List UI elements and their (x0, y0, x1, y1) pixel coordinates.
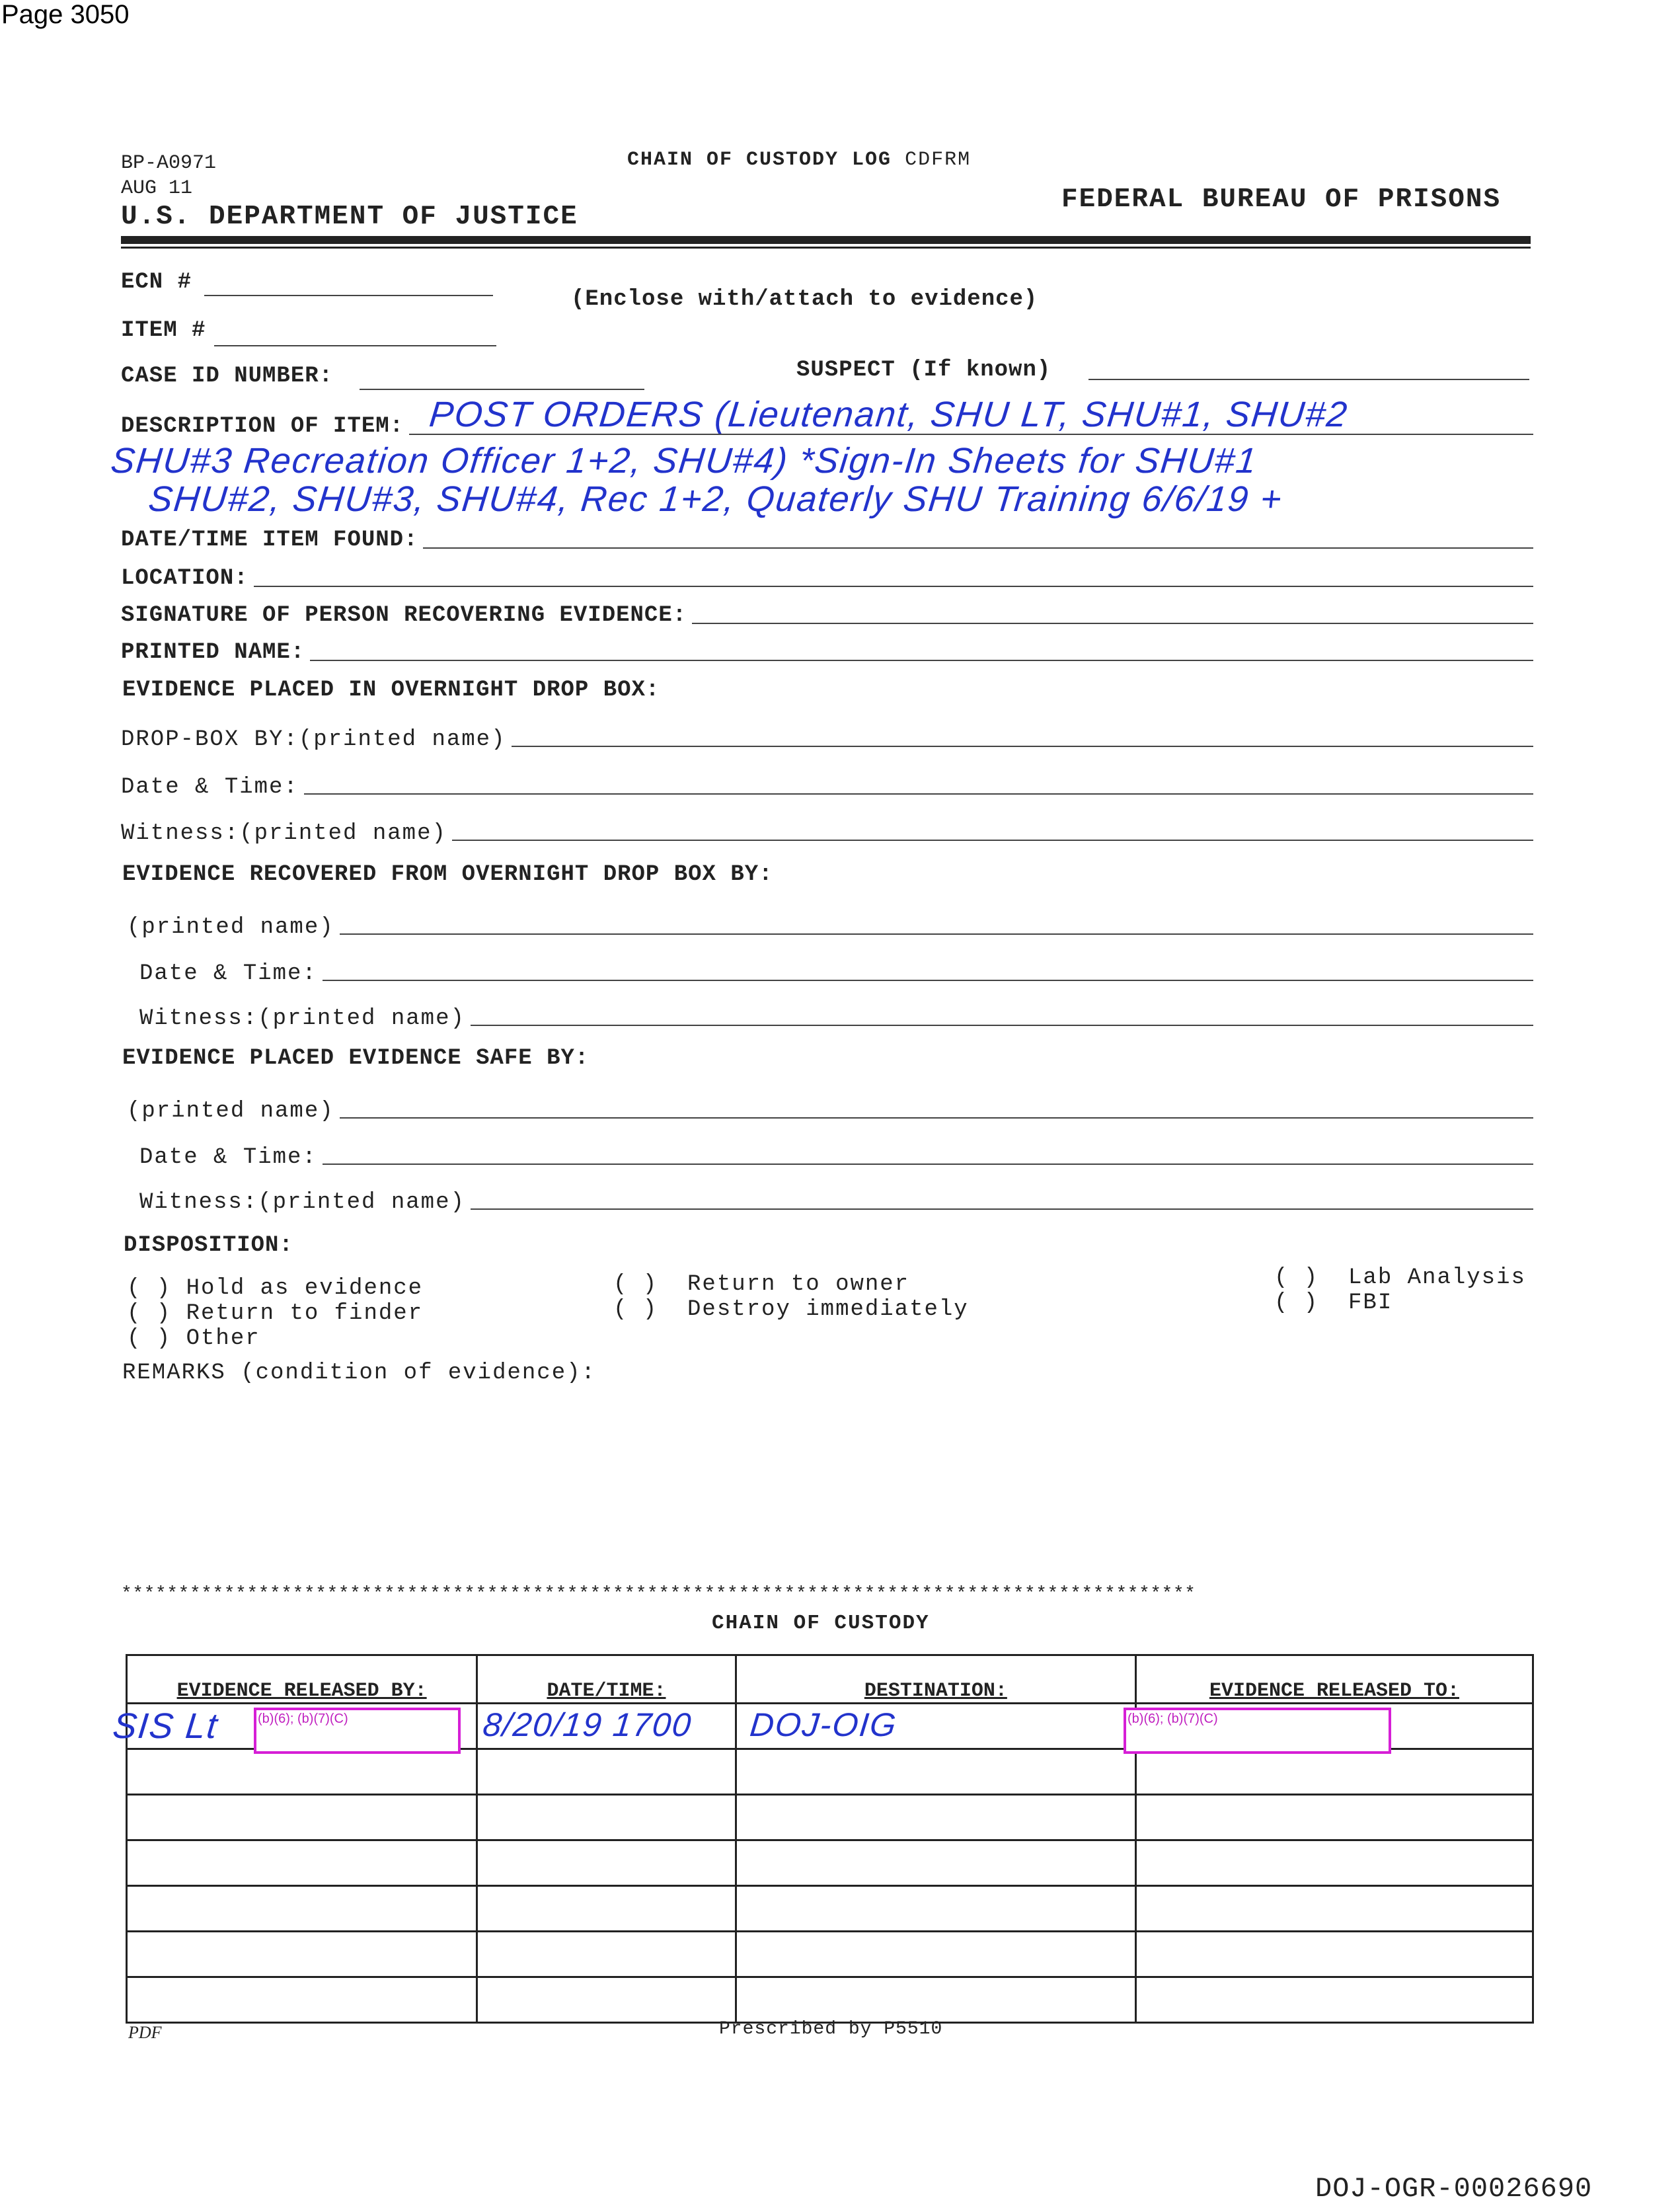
cell-destination[interactable] (736, 1704, 1135, 1749)
safe-date-line[interactable] (323, 1164, 1533, 1165)
suspect-label: SUSPECT (If known) (796, 358, 1051, 383)
table-header-row (127, 1655, 1533, 1704)
cell[interactable] (736, 1886, 1135, 1932)
recovered-date-line[interactable] (323, 980, 1533, 981)
cell[interactable] (477, 1749, 736, 1795)
header-date-time (477, 1655, 736, 1704)
cell[interactable] (1135, 1977, 1533, 2023)
option-label: Return to owner (687, 1272, 910, 1297)
option-label: Hold as evidence (186, 1276, 424, 1301)
table-row (127, 1932, 1533, 1977)
table-row (127, 1749, 1533, 1795)
header-rule (121, 236, 1531, 244)
checkbox[interactable]: ( ) (613, 1272, 658, 1297)
drop-box-by-field (121, 721, 1533, 751)
option-label: Return to finder (186, 1301, 424, 1326)
safe-witness-label: Witness:(printed name) (139, 1190, 465, 1215)
drop-box-date-field (121, 768, 1533, 799)
form-title (627, 150, 971, 170)
form-date: AUG 11 (121, 177, 193, 200)
checkbox[interactable]: ( ) (1274, 1265, 1319, 1290)
printed-name-label: PRINTED NAME: (121, 640, 305, 665)
safe-date-label: Date & Time: (139, 1145, 317, 1170)
drop-box-witness-label: Witness:(printed name) (121, 821, 447, 846)
cell[interactable] (477, 1795, 736, 1840)
safe-name-field (127, 1092, 1533, 1123)
option-lab[interactable] (1274, 1267, 1526, 1289)
cell[interactable] (1135, 1886, 1533, 1932)
cell[interactable] (477, 1886, 736, 1932)
cell[interactable] (477, 1932, 736, 1977)
star-divider: ********************************************************************************************** (121, 1584, 1196, 1604)
cell[interactable] (736, 1840, 1135, 1886)
table-row (127, 1795, 1533, 1840)
printed-name-line[interactable] (310, 660, 1533, 661)
header-released-by (127, 1655, 477, 1704)
case-id-line[interactable] (360, 389, 644, 390)
safe-name-label: (printed name) (127, 1099, 334, 1124)
case-id-label: CASE ID NUMBER: (121, 364, 334, 389)
cell[interactable] (1135, 1840, 1533, 1886)
description-handwriting-2: SHU#3 Recreation Officer 1+2, SHU#4) *Sign-In Sheets for SHU#1 (108, 441, 1260, 481)
bates-number: DOJ-OGR-00026690 (1315, 2173, 1593, 2205)
header-label: EVIDENCE RELEASED TO: (1209, 1680, 1459, 1702)
checkbox[interactable]: ( ) (127, 1276, 172, 1301)
location-field (121, 561, 1533, 591)
cell[interactable] (127, 1886, 477, 1932)
cell[interactable] (127, 1749, 477, 1795)
cell[interactable] (477, 1840, 736, 1886)
checkbox[interactable]: ( ) (127, 1301, 172, 1326)
recovered-witness-label: Witness:(printed name) (139, 1006, 465, 1031)
location-line[interactable] (254, 586, 1533, 587)
cell[interactable] (477, 1977, 736, 2023)
printed-name-field (121, 635, 1533, 665)
remarks-label: REMARKS (condition of evidence): (122, 1361, 596, 1386)
bureau-name: FEDERAL BUREAU OF PRISONS (1061, 184, 1502, 215)
header-destination (736, 1655, 1135, 1704)
description-handwriting-1: POST ORDERS (Lieutenant, SHU LT, SHU#1, SHU#2 (427, 395, 1350, 434)
recovered-name-field (127, 908, 1533, 939)
safe-date-field (139, 1138, 1533, 1169)
prescribed-label: Prescribed by P5510 (719, 2019, 943, 2039)
option-return-owner[interactable] (613, 1273, 909, 1296)
ecn-line[interactable] (204, 295, 493, 296)
option-destroy[interactable] (613, 1298, 969, 1321)
option-label: Destroy immediately (687, 1297, 969, 1322)
ecn-label: ECN # (121, 270, 192, 295)
recovered-witness-line[interactable] (471, 1025, 1533, 1026)
recovered-date-field (139, 955, 1533, 985)
header-rule-thin (121, 247, 1531, 249)
header-label: DESTINATION: (864, 1680, 1007, 1702)
cell[interactable] (736, 1795, 1135, 1840)
recovered-name-line[interactable] (340, 933, 1533, 935)
header-label: DATE/TIME: (547, 1680, 666, 1702)
recovered-witness-field (139, 1000, 1533, 1030)
pdf-label: PDF (128, 2023, 162, 2042)
form-number: BP-A0971 (121, 152, 217, 175)
cell[interactable] (127, 1932, 477, 1977)
description-label: DESCRIPTION OF ITEM: (121, 414, 404, 439)
header-label: EVIDENCE RELEASED BY: (176, 1680, 427, 1702)
checkbox[interactable]: ( ) (613, 1297, 658, 1322)
drop-box-by-line[interactable] (512, 746, 1534, 747)
drop-box-date-line[interactable] (304, 793, 1533, 795)
cell[interactable] (736, 1749, 1135, 1795)
date-time-handwriting: 8/20/19 1700 (481, 1706, 695, 1743)
option-label: Other (186, 1326, 260, 1351)
disposition-label: DISPOSITION: (124, 1233, 293, 1258)
option-fbi[interactable] (1274, 1292, 1393, 1314)
date-time-found-line[interactable] (423, 547, 1533, 549)
item-line[interactable] (214, 345, 496, 346)
redaction-box: (b)(6); (b)(7)(C) (1124, 1708, 1391, 1754)
suspect-line[interactable] (1088, 379, 1529, 380)
header-released-to (1135, 1655, 1533, 1704)
released-by-handwriting: SIS Lt (110, 1706, 221, 1746)
drop-box-heading: EVIDENCE PLACED IN OVERNIGHT DROP BOX: (122, 678, 660, 703)
option-label: FBI (1348, 1290, 1393, 1316)
table-row (127, 1886, 1533, 1932)
checkbox[interactable]: ( ) (1274, 1290, 1319, 1316)
drop-box-by-label: DROP-BOX BY:(printed name) (121, 727, 506, 752)
cell[interactable] (736, 1977, 1135, 2023)
recovered-heading: EVIDENCE RECOVERED FROM OVERNIGHT DROP BOX BY: (122, 862, 773, 887)
description-handwriting-3: SHU#2, SHU#3, SHU#4, Rec 1+2, Quaterly SHU Training 6/6/19 + (146, 479, 1285, 519)
cell[interactable] (127, 1795, 477, 1840)
redaction-box: (b)(6); (b)(7)(C) (254, 1708, 461, 1754)
cell-date-time[interactable] (477, 1704, 736, 1749)
signature-line[interactable] (692, 623, 1533, 624)
option-label: Lab Analysis (1348, 1265, 1526, 1290)
department-name: U.S. DEPARTMENT OF JUSTICE (121, 202, 578, 232)
form-title-text: CHAIN OF CUSTODY LOG (627, 149, 892, 171)
location-label: LOCATION: (121, 566, 248, 591)
option-hold[interactable] (127, 1277, 423, 1300)
page-label: Page 3050 (1, 0, 130, 29)
checkbox[interactable]: ( ) (127, 1326, 172, 1351)
item-label: ITEM # (121, 318, 206, 343)
safe-witness-field (139, 1183, 1533, 1214)
safe-heading: EVIDENCE PLACED EVIDENCE SAFE BY: (122, 1046, 590, 1071)
recovered-date-label: Date & Time: (139, 961, 317, 986)
cell[interactable] (1135, 1795, 1533, 1840)
table-row (127, 1840, 1533, 1886)
cell[interactable] (1135, 1932, 1533, 1977)
signature-field (121, 598, 1533, 628)
cell[interactable] (127, 1977, 477, 2023)
cell[interactable] (127, 1840, 477, 1886)
date-time-found-field (121, 522, 1533, 553)
safe-name-line[interactable] (340, 1117, 1533, 1119)
drop-box-witness-field (121, 814, 1533, 845)
safe-witness-line[interactable] (471, 1208, 1533, 1210)
cell[interactable] (1135, 1749, 1533, 1795)
drop-box-witness-line[interactable] (452, 840, 1533, 841)
custody-title: CHAIN OF CUSTODY (712, 1612, 930, 1635)
date-time-found-label: DATE/TIME ITEM FOUND: (121, 528, 418, 553)
table-row (127, 1977, 1533, 2023)
recovered-name-label: (printed name) (127, 915, 334, 940)
signature-label: SIGNATURE OF PERSON RECOVERING EVIDENCE: (121, 603, 687, 628)
option-return-finder[interactable] (127, 1302, 423, 1325)
option-other[interactable] (127, 1327, 260, 1350)
cell[interactable] (736, 1932, 1135, 1977)
enclose-note: (Enclose with/attach to evidence) (571, 287, 1038, 312)
form-title-suffix: CDFRM (905, 149, 972, 171)
destination-handwriting: DOJ-OIG (747, 1706, 899, 1743)
drop-box-date-label: Date & Time: (121, 775, 299, 800)
